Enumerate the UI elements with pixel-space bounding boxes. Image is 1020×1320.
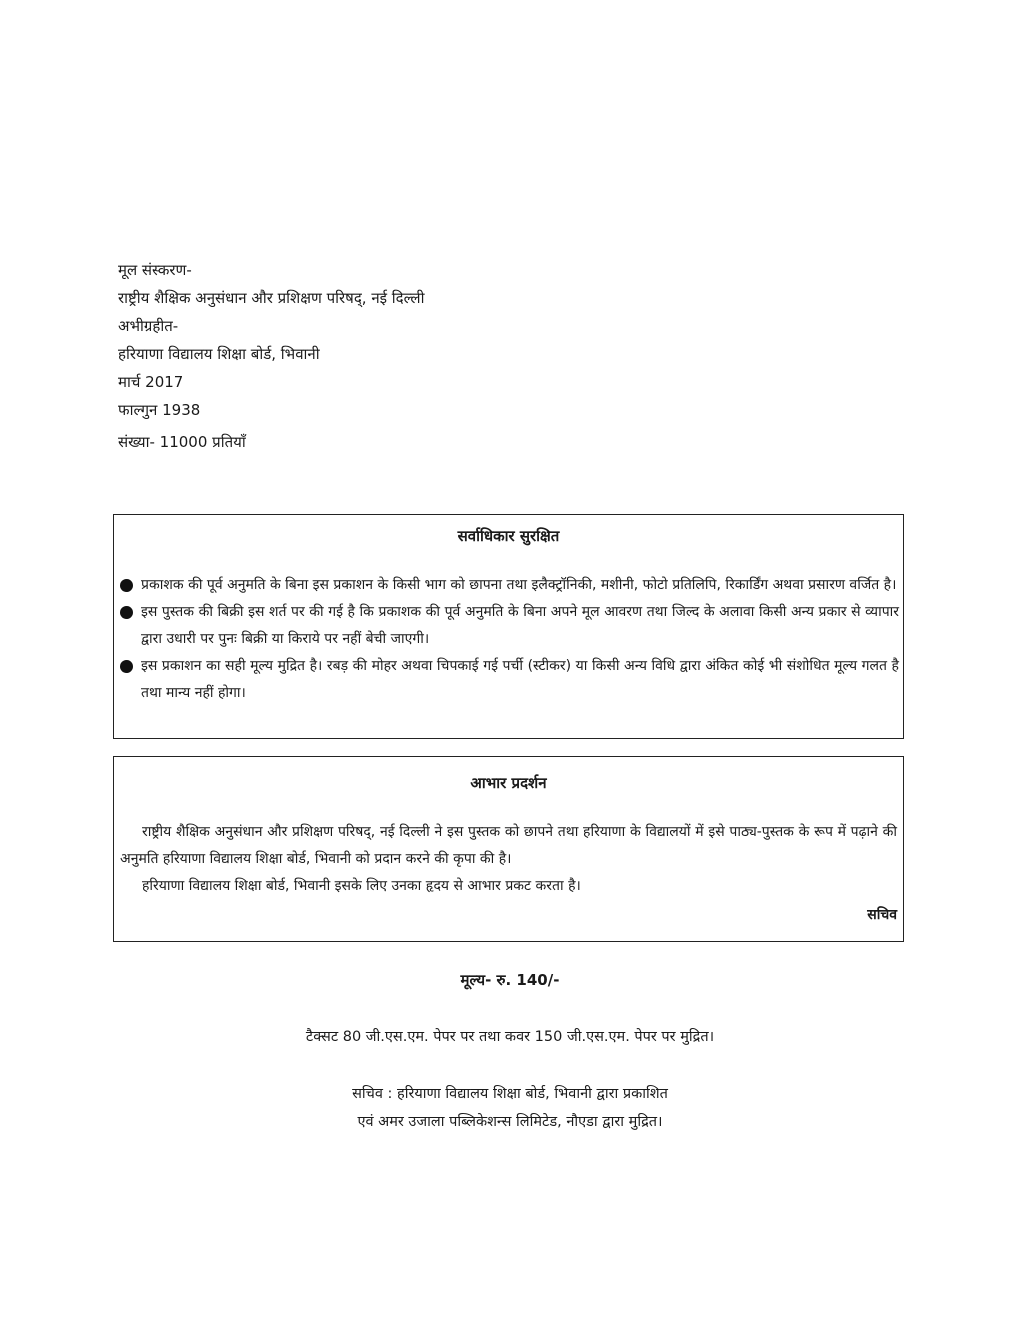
copyright-item-text: प्रकाशक की पूर्व अनुमति के बिना इस प्रकाशन के किसी भाग को छापना तथा इलैक्ट्रॉनिकी, मशीनी, फोटो प्रतिलिपि, रिकार्डिंग अथवा प्रसारण वर्जित है। [141, 577, 897, 593]
date-saka: फाल्गुन 1938 [118, 401, 201, 419]
copyright-item [120, 653, 899, 707]
copyright-title: सर्वाधिकार सुरक्षित [457, 527, 560, 545]
printer-line: एवं अमर उजाला पब्लिकेशन्स लिमिटेड, नौएडा द्वारा मुद्रित। [357, 1114, 663, 1130]
paper-note: टैक्सट 80 जी.एस.एम. पेपर पर तथा कवर 150 जी.एस.एम. पेपर पर मुद्रित। [305, 1029, 715, 1045]
copyright-list [120, 572, 899, 707]
original-publisher: राष्ट्रीय शैक्षिक अनुसंधान और प्रशिक्षण परिषद्, नई दिल्ली [118, 289, 425, 307]
acknowledgement-title: आभार प्रदर्शन [470, 774, 547, 792]
copyright-item-text: इस पुस्तक की बिक्री इस शर्त पर की गई है कि प्रकाशक की पूर्व अनुमति के बिना अपने मूल आवरण तथा जिल्द के अलावा किसी अन्य प्रकार से व्यापार द्वारा उधारी पर पुनः बिक्री या किराये पर नहीं बेची जाएगी। [141, 604, 899, 647]
copyright-item-text: इस प्रकाशन का सही मूल्य मुद्रित है। रबड़ की मोहर अथवा चिपकाई गई पर्ची (स्टीकर) या किसी अन्य विधि द्वारा अंकित कोई भी संशोधित मूल्य गलत है तथा मान्य नहीं होगा। [141, 658, 899, 701]
price-label: मूल्य- रु. 140/- [460, 971, 560, 989]
acknowledgement-signature: सचिव [867, 907, 897, 923]
publisher-line: सचिव : हरियाणा विद्यालय शिक्षा बोर्ड, भिवानी द्वारा प्रकाशित [352, 1086, 668, 1102]
copyright-item [120, 572, 899, 599]
acknowledgement-paragraph: हरियाणा विद्यालय शिक्षा बोर्ड, भिवानी इसके लिए उनका हृदय से आभार प्रकट करता है। [142, 878, 581, 894]
adopted-by: हरियाणा विद्यालय शिक्षा बोर्ड, भिवानी [118, 345, 320, 363]
copyright-box [113, 514, 904, 739]
bullet-icon [120, 579, 133, 592]
copyright-item [120, 599, 899, 653]
copies-count: संख्या- 11000 प्रतियाँ [118, 433, 246, 451]
publisher-info [0, 1080, 1020, 1136]
original-edition-label: मूल संस्करण- [118, 261, 192, 279]
acknowledgement-box [113, 756, 904, 942]
bullet-icon [120, 606, 133, 619]
edition-info [118, 256, 424, 456]
acknowledgement-paragraph: राष्ट्रीय शैक्षिक अनुसंधान और प्रशिक्षण परिषद्, नई दिल्ली ने इस पुस्तक को छापने तथा हरियाणा के विद्यालयों में इसे पाठ्य-पुस्तक के रूप में पढ़ाने की अनुमति हरियाणा विद्यालय शिक्षा बोर्ड, भिवानी को प्रदान करने की कृपा की है। [120, 824, 897, 867]
acknowledgement-body [120, 819, 897, 900]
bullet-icon [120, 660, 133, 673]
adopted-label: अभीग्रहीत- [118, 317, 179, 335]
date-gregorian: मार्च 2017 [118, 373, 184, 391]
